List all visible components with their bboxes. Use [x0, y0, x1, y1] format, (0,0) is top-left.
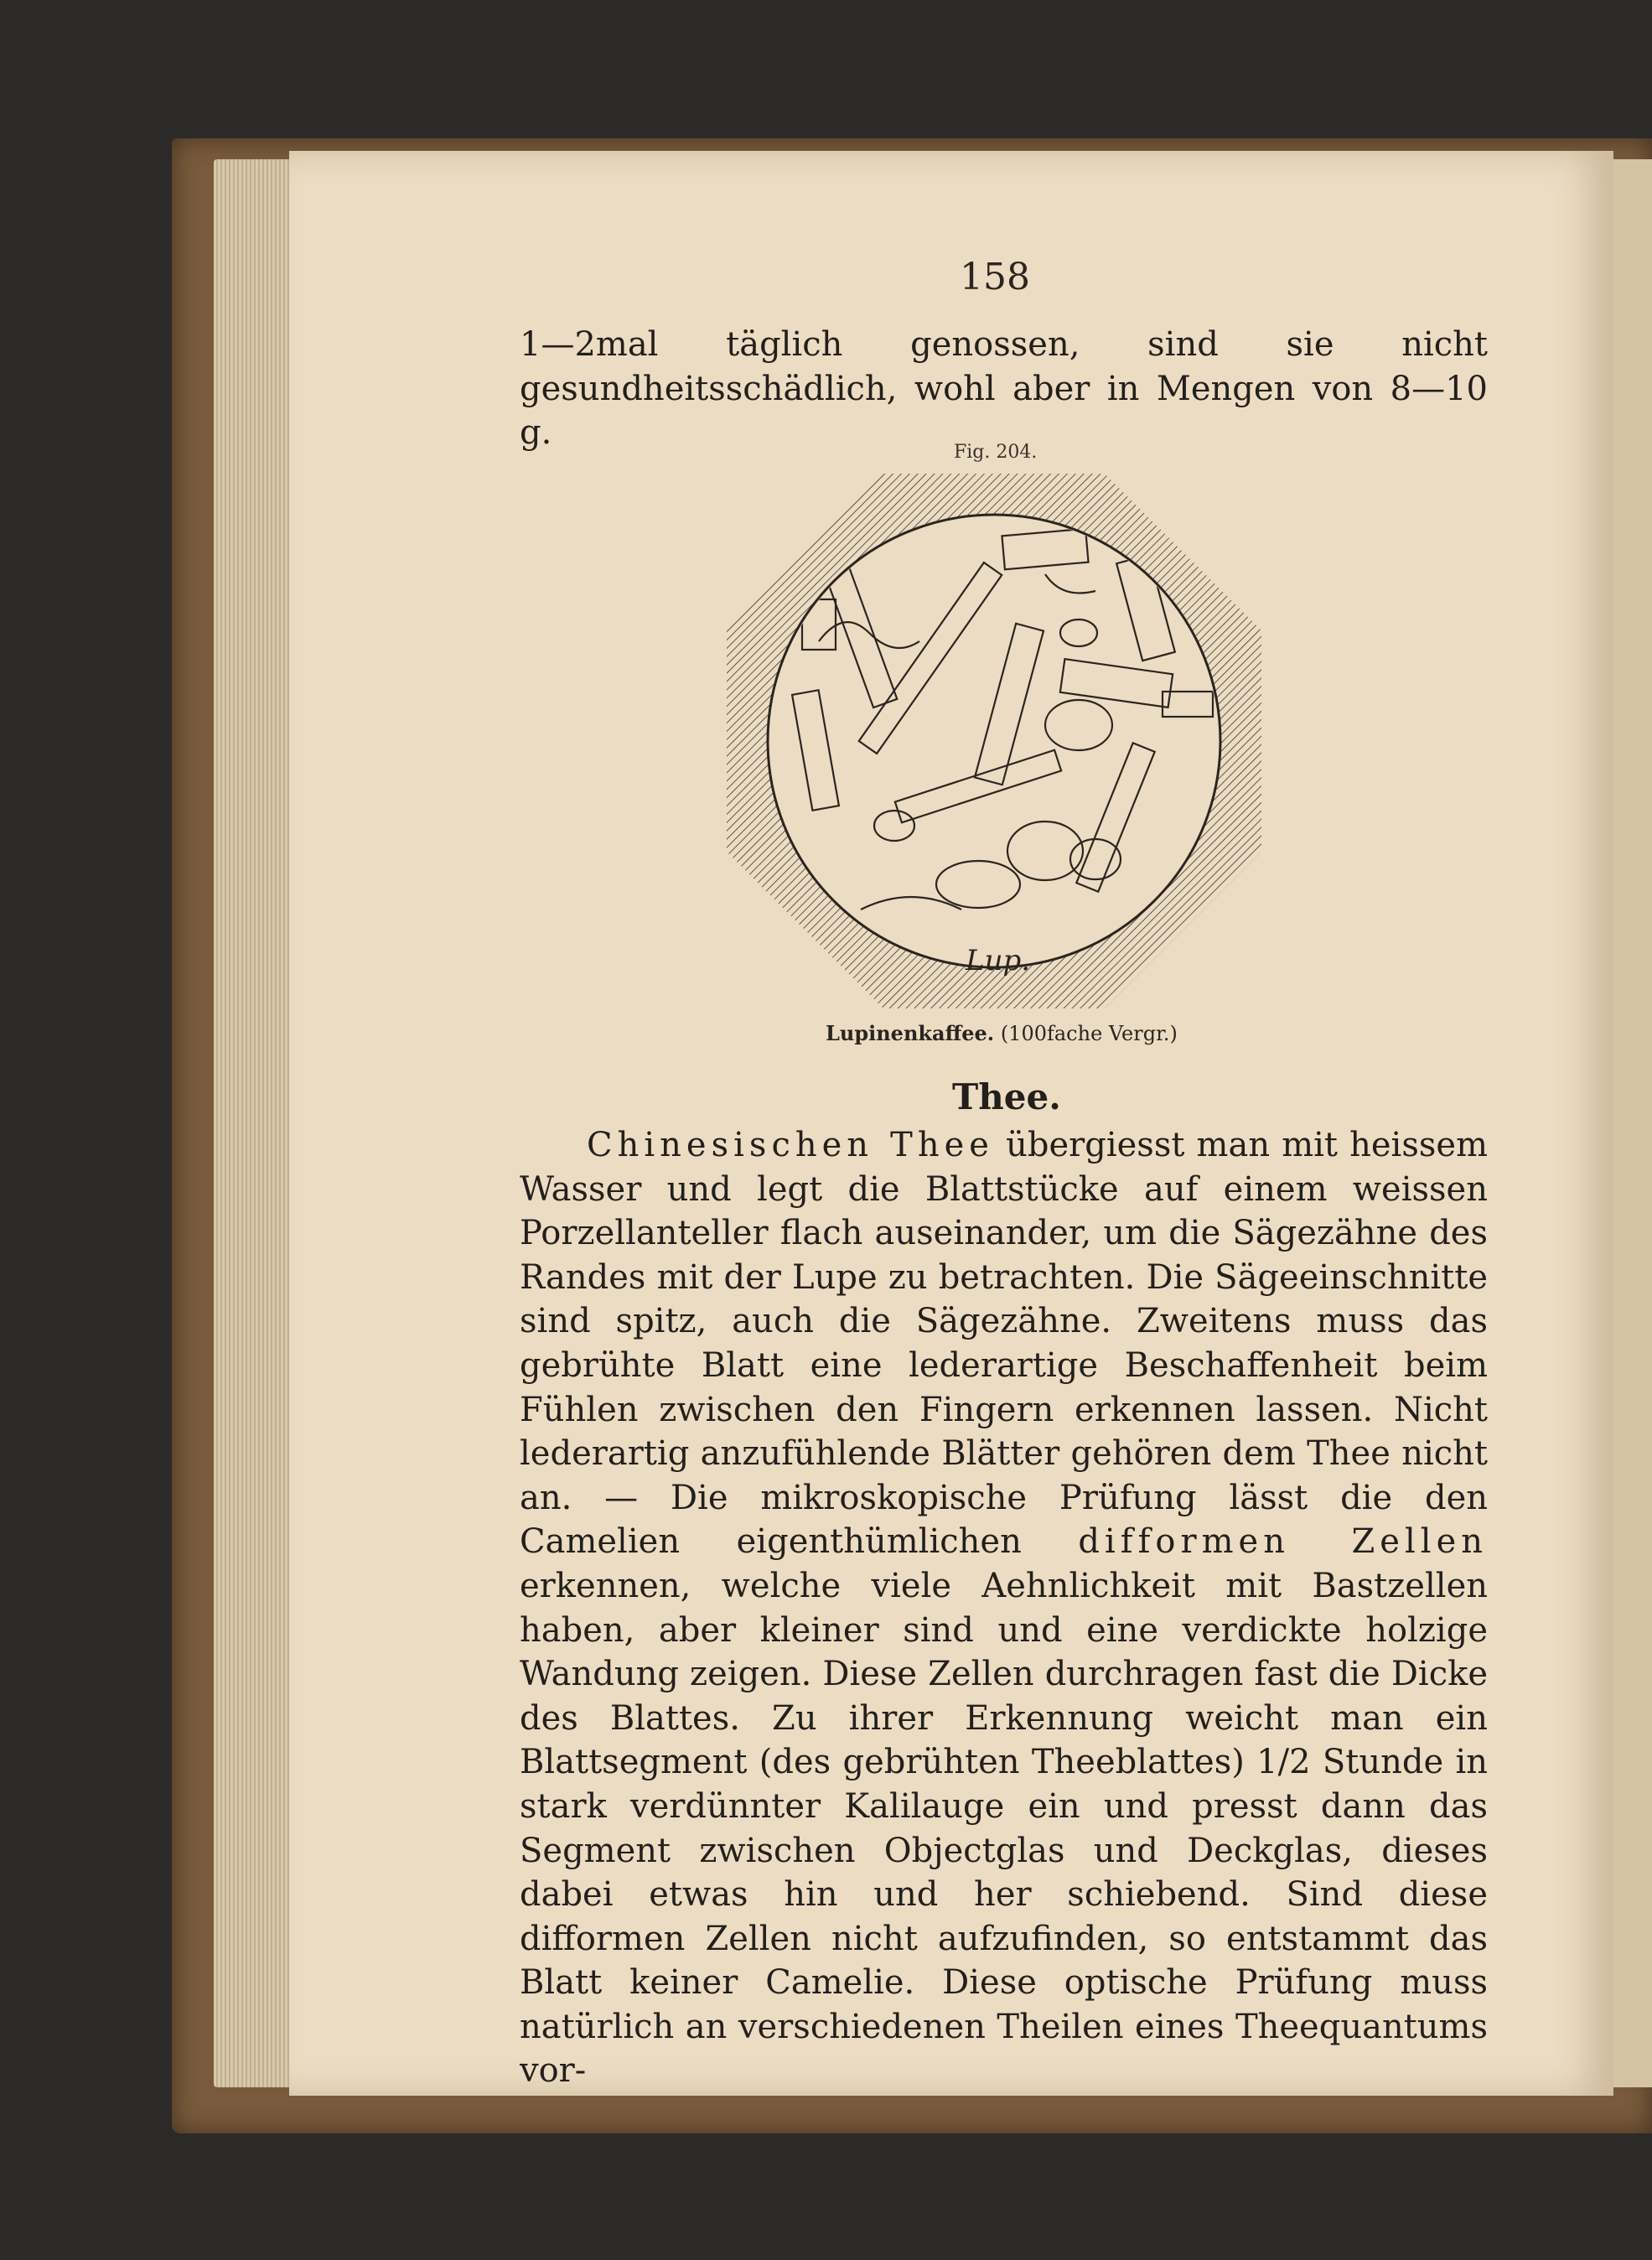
figure-label: Fig. 204.: [954, 442, 1038, 463]
caption-title: Lupinenkaffee.: [826, 1021, 995, 1045]
body-paragraph: Chinesischen Thee übergiesst man mit heissem Wasser und legt die Blattstücke auf einem weissen Porzellanteller flach auseinander, um die Sägezähne des Randes mit der Lupe zu betrachten. Die Sägeeinschnitte sind spitz, auch die Sägezähne. Zweitens muss das gebrühte Blatt eine lederartige Beschaffenheit beim Fühlen zwischen den Fingern erkennen lassen. Nicht lederartig anzufühlende Blätter gehören dem Thee nicht an. — Die mikroskopische Prüfung lässt die den Camelien eigenthümlichen difformen Zellen erkennen, welche viele Aehnlichkeit mit Bastzellen haben, aber kleiner sind und eine verdickte holzige Wandung zeigen. Diese Zellen durchragen fast die Dicke des Blattes. Zu ihrer Erkennung weicht man ein Blattsegment (des gebrühten Theeblattes) 1/2 Stunde in stark verdünnter Kalilauge ein und presst dann das Segment zwischen Objectglas und Deckglas, dieses dabei etwas hin und her schiebend. Sind diese difformen Zellen nicht aufzufinden, so entstammt das Blatt keiner Camelie. Diese optische Prüfung muss natürlich an verschiedenen Theilen eines Theequantums vor-: [520, 1126, 1489, 2091]
intro-paragraph: 1—2mal täglich genossen, sind sie nicht gesundheitsschädlich, wohl aber in Mengen von 8—10 g.: [520, 325, 1488, 453]
emphasis-spaced-text: difformen Zellen: [1078, 1522, 1488, 1562]
caption-magnification: (100fache Vergr.): [1000, 1022, 1178, 1045]
figure-caption: [826, 1021, 1178, 1045]
lead-spaced-text: Chinesischen Thee: [587, 1126, 994, 1164]
microscope-figure: [727, 474, 1261, 1008]
page-number: 158: [960, 256, 1030, 298]
intro-text: [520, 323, 1488, 455]
section-heading: Thee.: [952, 1076, 1061, 1117]
body-text: [520, 1123, 1488, 2093]
fraction: 1/2: [1256, 1743, 1311, 1782]
figure-inner-label: Lup.: [966, 944, 1031, 977]
